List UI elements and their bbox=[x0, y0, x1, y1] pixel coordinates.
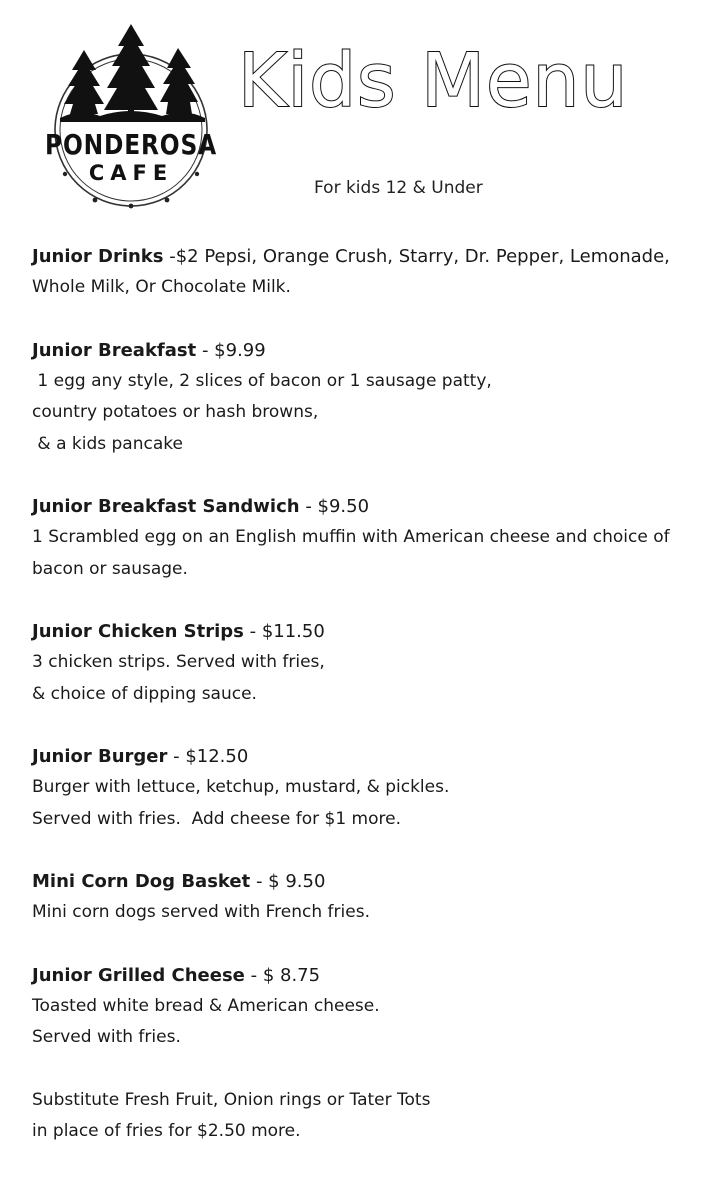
menu-item-price: - $11.50 bbox=[243, 621, 325, 642]
menu-item bbox=[32, 960, 692, 1054]
kids-menu-list bbox=[32, 241, 692, 1148]
menu-item-price: - $ 8.75 bbox=[244, 964, 321, 986]
menu-item-name: Mini Corn Dog Basket bbox=[32, 871, 251, 892]
menu-item-description: country potatoes or hash browns, bbox=[32, 402, 319, 422]
logo-text-ponderosa: PONDEROSA bbox=[45, 128, 217, 161]
menu-item bbox=[32, 241, 692, 304]
menu-item-price: -$2 Pepsi, Orange Crush, Starry, Dr. Pepper, Lemonade, bbox=[163, 246, 670, 267]
ponderosa-cafe-logo bbox=[40, 22, 222, 212]
menu-item-name: Junior Burger bbox=[32, 746, 168, 767]
page-subtitle: For kids 12 & Under bbox=[314, 178, 483, 198]
menu-item-description: Toasted white bread & American cheese. bbox=[32, 995, 380, 1016]
menu-item-name: Junior Grilled Cheese bbox=[32, 964, 245, 986]
menu-item-description: 3 chicken strips. Served with fries, bbox=[32, 652, 325, 672]
menu-item-description: Mini corn dogs served with French fries. bbox=[32, 902, 370, 922]
pine-trees-icon bbox=[60, 24, 205, 122]
menu-item-header bbox=[32, 960, 692, 991]
menu-item-name: Junior Breakfast bbox=[32, 339, 197, 361]
menu-item-description: bacon or sausage. bbox=[32, 558, 188, 579]
menu-item-header bbox=[32, 741, 692, 772]
menu-item-name: Junior Chicken Strips bbox=[32, 621, 244, 642]
substitution-note-line: Substitute Fresh Fruit, Onion rings or Tater Tots bbox=[32, 1089, 431, 1110]
menu-item-header bbox=[32, 335, 692, 366]
menu-item-header bbox=[32, 491, 692, 522]
menu-item-name: Junior Drinks bbox=[32, 246, 164, 267]
menu-item-name: Junior Breakfast Sandwich bbox=[32, 496, 300, 517]
menu-item bbox=[32, 335, 692, 461]
menu-item-description: & choice of dipping sauce. bbox=[32, 683, 257, 704]
menu-item-description: & a kids pancake bbox=[32, 433, 183, 454]
menu-item-description: Served with fries. Add cheese for $1 more. bbox=[32, 808, 401, 829]
menu-item-description: 1 Scrambled egg on an English muffin with American cheese and choice of bbox=[32, 527, 670, 547]
menu-item-header bbox=[32, 866, 692, 897]
menu-item-description: Burger with lettuce, ketchup, mustard, & pickles. bbox=[32, 777, 450, 797]
menu-item-price: - $9.99 bbox=[196, 339, 266, 361]
substitution-note-line: in place of fries for $2.50 more. bbox=[32, 1121, 301, 1141]
logo-text-cafe: CAFE bbox=[88, 161, 174, 185]
menu-item bbox=[32, 741, 692, 835]
menu-item-description: 1 egg any style, 2 slices of bacon or 1 sausage patty, bbox=[32, 370, 492, 391]
menu-item-description: Whole Milk, Or Chocolate Milk. bbox=[32, 277, 291, 297]
page-title: Kids Menu bbox=[238, 38, 629, 124]
menu-item-price: - $9.50 bbox=[299, 496, 370, 517]
menu-item-description: Served with fries. bbox=[32, 1027, 181, 1047]
menu-item bbox=[32, 491, 692, 585]
substitution-note bbox=[32, 1085, 692, 1148]
menu-item-header bbox=[32, 616, 692, 647]
menu-item-header bbox=[32, 241, 692, 272]
menu-item bbox=[32, 616, 692, 710]
menu-item-price: - $ 9.50 bbox=[250, 871, 326, 892]
menu-item-price: - $12.50 bbox=[167, 746, 249, 767]
menu-item bbox=[32, 866, 692, 929]
